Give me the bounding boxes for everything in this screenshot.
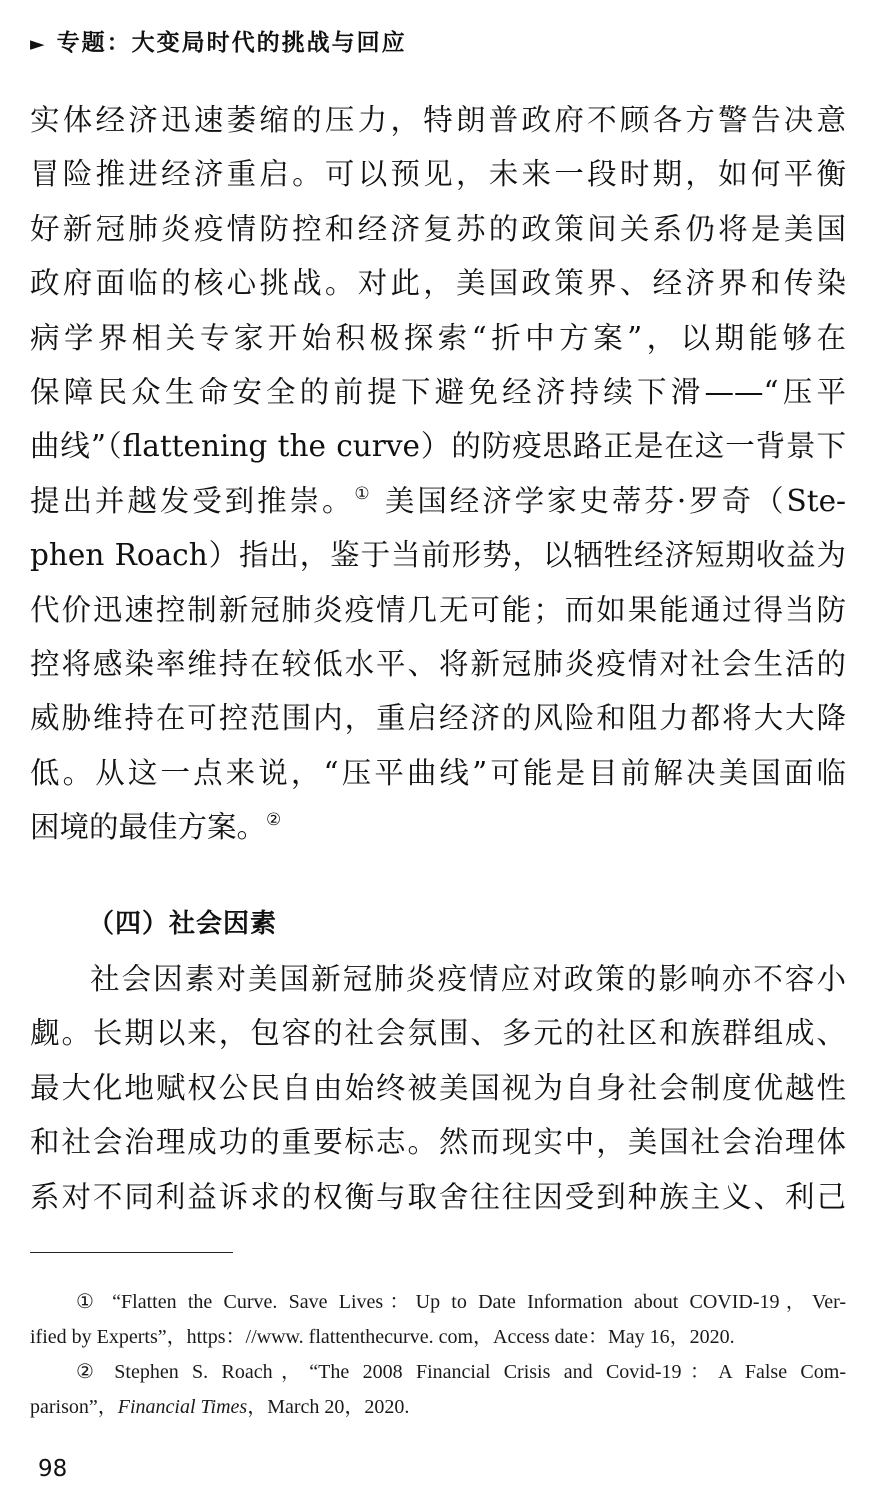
text-line: 最大化地赋权公民自由始终被美国视为自身社会制度优越性 — [30, 1070, 846, 1105]
footnote-text: ，March 20，2020. — [247, 1396, 410, 1418]
text-line: 威胁维持在可控范围内，重启经济的风险和阻力都将大大降 — [30, 701, 846, 736]
text-line: 政府面临的核心挑战。对此，美国政策界、经济界和传染 — [30, 266, 846, 301]
section-heading: （四）社会因素 — [88, 909, 278, 939]
text-line: 社会因素对美国新冠肺炎疫情应对政策的影响亦不容小 — [90, 962, 846, 996]
footnote-text: Stephen S. Roach，“The 2008 Financial Crisis and Covid-19：A False Com- — [114, 1361, 846, 1383]
text-segment: 美国经济学家史蒂芬·罗奇（Ste- — [372, 483, 846, 518]
text-line: 代价迅速控制新冠肺炎疫情几无可能；而如果能通过得当防 — [30, 592, 846, 627]
section-paragraph — [30, 952, 846, 1224]
text-line — [30, 800, 846, 854]
page-number: 98 — [38, 1456, 68, 1482]
footnote-mark: ① — [76, 1291, 101, 1313]
footnote-1 — [30, 1285, 846, 1320]
text-line: 病学界相关专家开始积极探索“折中方案”，以期能够在 — [30, 320, 846, 355]
text-line: 保障民众生命安全的前提下避免经济持续下滑——“压平 — [30, 374, 846, 409]
footnote-mark: ② — [76, 1361, 103, 1383]
text-line: 实体经济迅速萎缩的压力，特朗普政府不顾各方警告决意 — [30, 103, 846, 137]
text-line: 低。从这一点来说，“压平曲线”可能是目前解决美国面临 — [30, 755, 846, 790]
footnote-ref-1[interactable]: ① — [354, 483, 373, 504]
running-header — [30, 24, 407, 57]
text-line: 冒险推进经济重启。可以预见，未来一段时期，如何平衡 — [30, 157, 846, 192]
text-line: 控将感染率维持在较低水平、将新冠肺炎疫情对社会生活的 — [30, 646, 846, 681]
text-line: 和社会治理成功的重要标志。然而现实中，美国社会治理体 — [30, 1125, 846, 1160]
footnote-text: parison”， — [30, 1396, 118, 1418]
footnote-divider — [30, 1252, 233, 1253]
footnote-2 — [30, 1355, 846, 1390]
text-line: phen Roach）指出，鉴于当前形势，以牺牲经济短期收益为 — [30, 538, 846, 573]
text-line: 觑。长期以来，包容的社会氛围、多元的社区和族群组成、 — [30, 1016, 846, 1051]
footnote-ref-2[interactable]: ② — [266, 810, 282, 831]
header-title: 专题：大变局时代的挑战与回应 — [56, 30, 407, 56]
main-paragraph — [30, 93, 846, 854]
triangle-marker-icon: ► — [30, 33, 47, 55]
footnotes — [30, 1285, 846, 1425]
text-segment: 提出并越发受到推崇。 — [30, 483, 355, 518]
publication-title: Financial Times — [117, 1396, 248, 1418]
text-line: 好新冠肺炎疫情防控和经济复苏的政策间关系仍将是美国 — [30, 211, 846, 246]
footnote-text: “Flatten the Curve. Save Lives：Up to Date Information about COVID-19，Ver- — [112, 1291, 846, 1313]
text-line: 曲线”（flattening the curve）的防疫思路正是在这一背景下 — [30, 429, 846, 464]
text-segment: 困境的最佳方案。 — [30, 810, 267, 845]
footnote-2-cont — [30, 1390, 846, 1425]
text-line: 系对不同利益诉求的权衡与取舍往往因受到种族主义、利己 — [30, 1179, 846, 1214]
text-line — [30, 474, 846, 528]
footnote-1-cont: ified by Experts”，https：//www. flattenthecurve. com，Access date：May 16，2020. — [30, 1326, 735, 1348]
